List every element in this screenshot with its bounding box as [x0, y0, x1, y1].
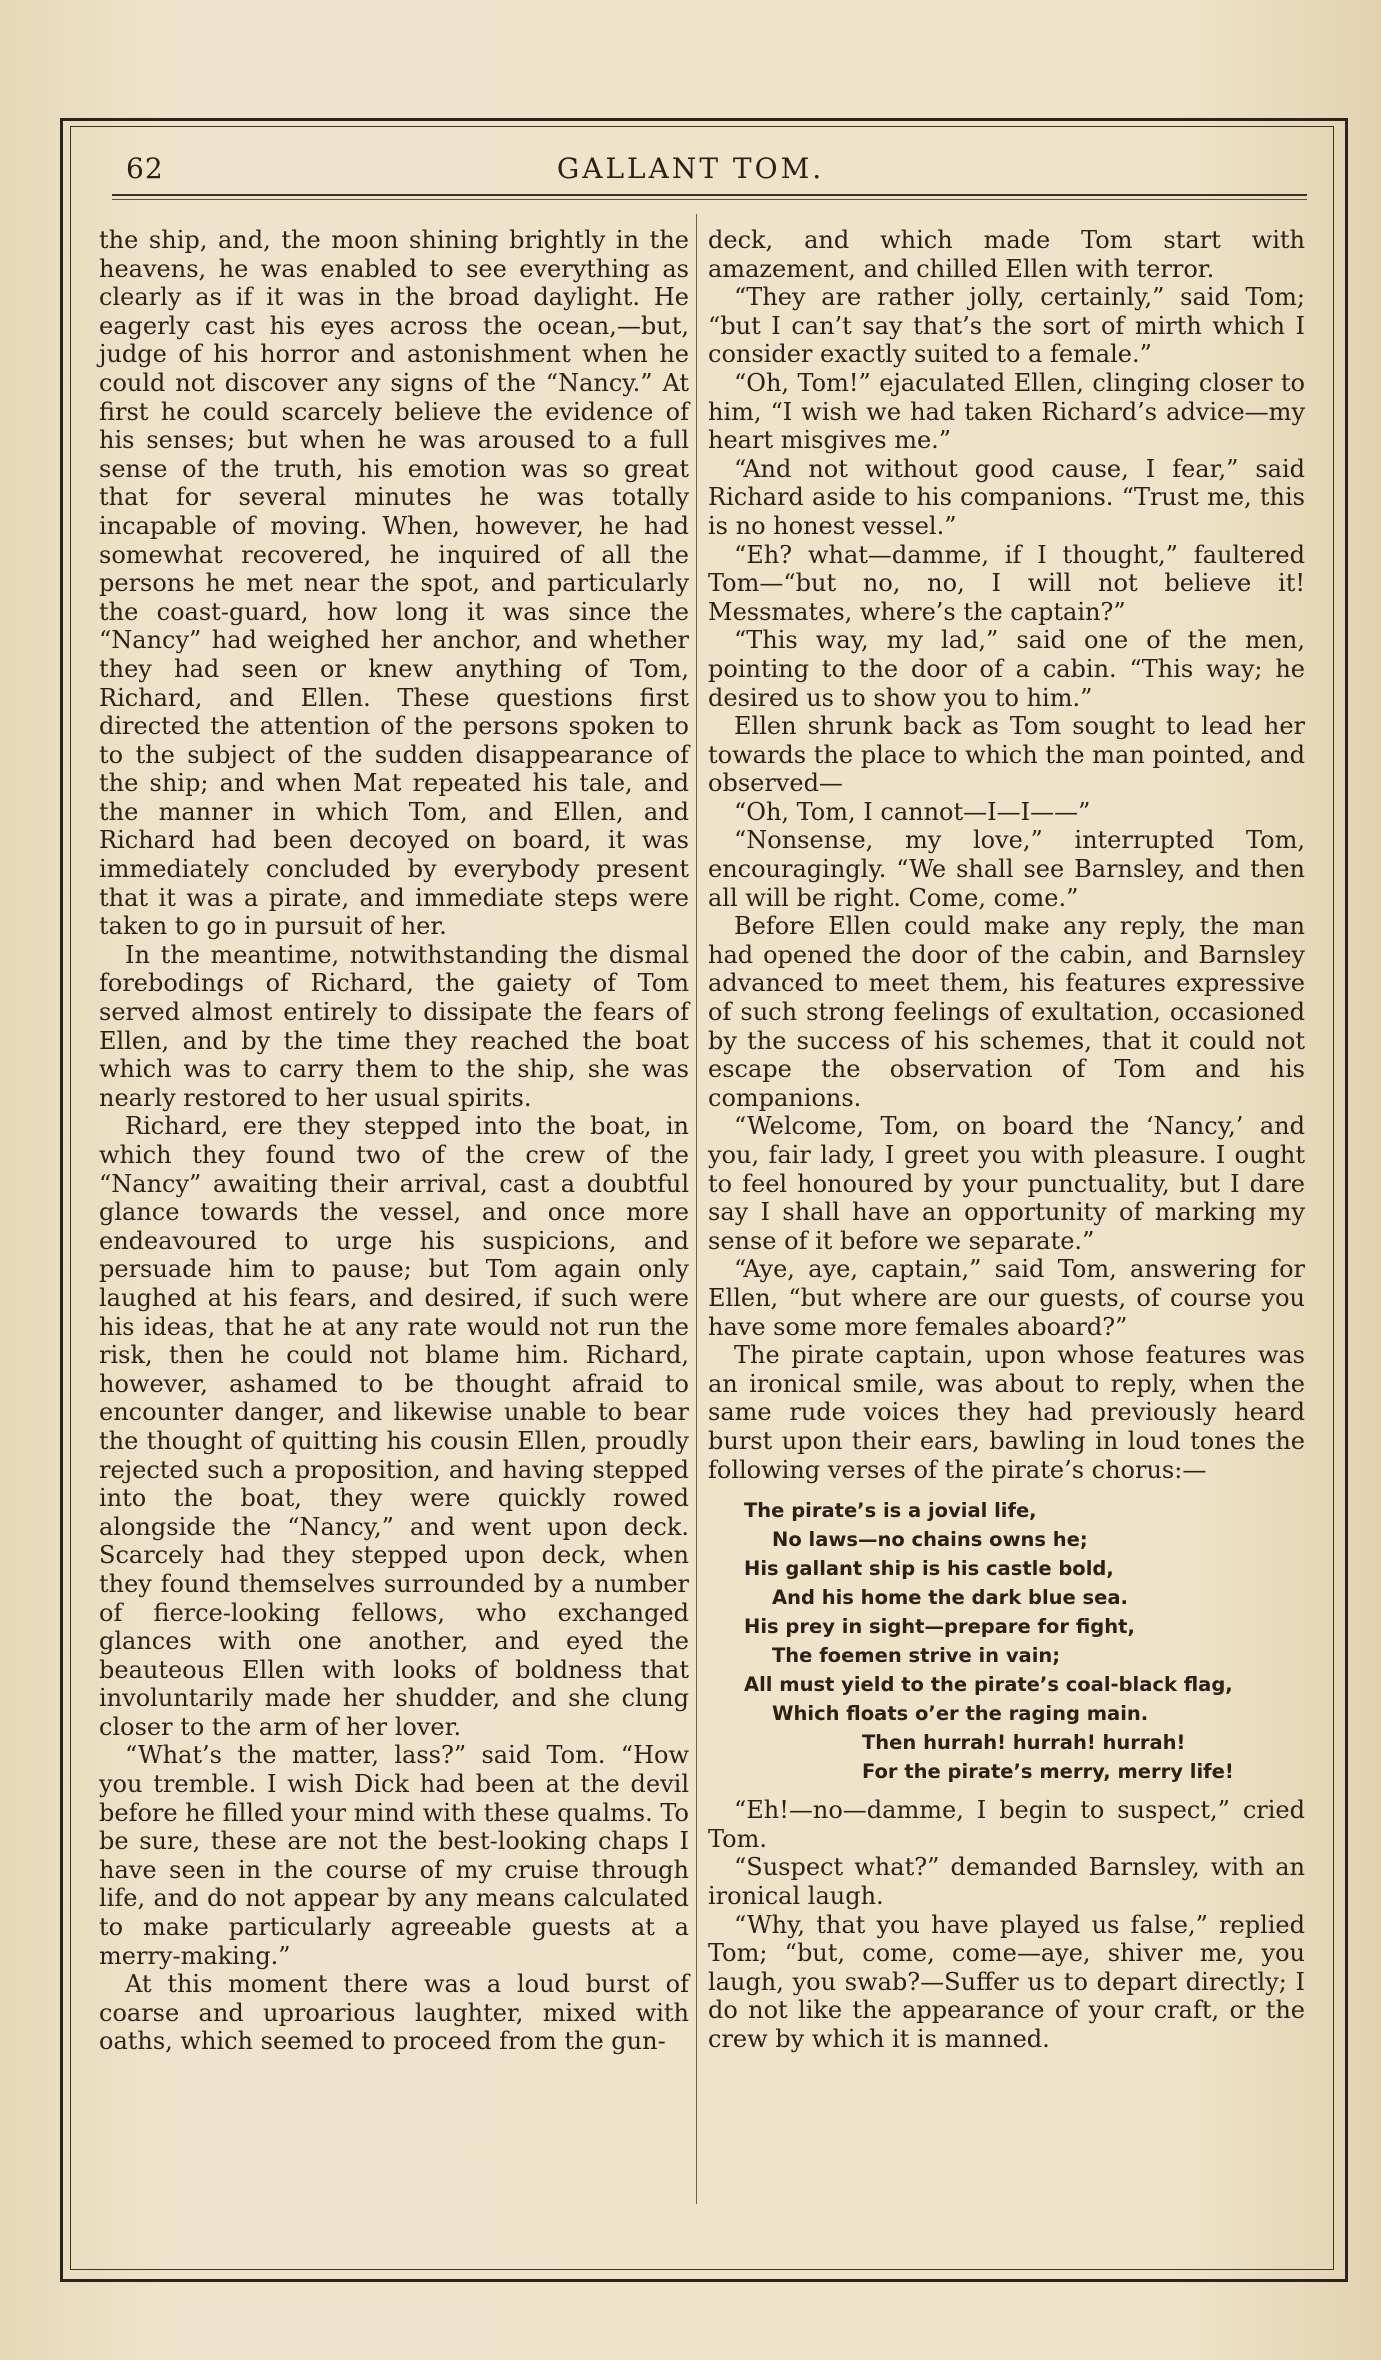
header-rule	[112, 194, 1307, 196]
verse-line: No laws—no chains owns he;	[772, 1528, 1088, 1552]
verse-line: For the pirate’s merry, merry life!	[862, 1760, 1234, 1784]
paragraph: Before Ellen could make any reply, the man had opened the door of the cabin, and Barnsley advanced to meet them, his features expressive of such strong feelings of exultation, occasioned by the success of his schemes, that it could not escape the observation of Tom and his companions.	[708, 912, 1305, 1112]
left-column	[99, 226, 689, 2056]
paragraph: “They are rather jolly, certainly,” said Tom; “but I can’t say that’s the sort of mirth which I consider exactly suited to a female.”	[708, 283, 1305, 369]
paragraph: The pirate captain, upon whose features was an ironical smile, was about to reply, when the same rude voices they had previously heard burst upon their ears, bawling in loud tones the following verses of the pirate’s chorus:—	[708, 1341, 1305, 1484]
verse-line: His prey in sight—prepare for fight,	[744, 1615, 1135, 1639]
paragraph: At this moment there was a loud burst of coarse and uproarious laughter, mixed with oaths, which seemed to proceed from the gun-	[99, 1970, 689, 2056]
paragraph: “Aye, aye, captain,” said Tom, answering for Ellen, “but where are our guests, of course you have some more females aboard?”	[708, 1255, 1305, 1341]
paragraph: “Why, that you have played us false,” replied Tom; “but, come, come—aye, shiver me, you laugh, you swab?—Suffer us to depart directly; I do not like the appearance of your craft, or the crew by which it is manned.	[708, 1910, 1305, 2053]
paragraph: “Suspect what?” demanded Barnsley, with an ironical laugh.	[708, 1853, 1305, 1910]
paragraph: deck, and which made Tom start with amazement, and chilled Ellen with terror.	[708, 226, 1305, 283]
running-title: GALLANT TOM.	[556, 152, 825, 185]
paragraph: Ellen shrunk back as Tom sought to lead her towards the place to which the man pointed, and observed—	[708, 712, 1305, 798]
paragraph: “Welcome, Tom, on board the ‘Nancy,’ and you, fair lady, I greet you with pleasure. I ought to feel honoured by your punctuality, but I dare say I shall have an opportunity of marking my sense of it before we separate.”	[708, 1112, 1305, 1255]
paragraph: “What’s the matter, lass?” said Tom. “How you tremble. I wish Dick had been at the devil before he filled your mind with these qualms. To be sure, these are not the best-looking chaps I have seen in the course of my cruise through life, and do not appear by any means calculated to make particularly agreeable guests at a merry-making.”	[99, 1741, 689, 1970]
paragraph: Richard, ere they stepped into the boat, in which they found two of the crew of the “Nancy” awaiting their arrival, cast a doubtful glance towards the vessel, and once more endeavoured to urge his suspicions, and persuade him to pause; but Tom again only laughed at his fears, and desired, if such were his ideas, that he at any rate would not run the risk, then he could not blame him. Richard, however, ashamed to be thought afraid to encounter danger, and likewise unable to bear the thought of quitting his cousin Ellen, proudly rejected such a proposition, and having stepped into the boat, they were quickly rowed alongside the “Nancy,” and went upon deck. Scarcely had they stepped upon deck, when they found themselves surrounded by a number of fierce-looking fellows, who exchanged glances with one another, and eyed the beauteous Ellen with looks of boldness that involuntarily made her shudder, and she clung closer to the arm of her lover.	[99, 1112, 689, 1741]
page-number: 62	[126, 152, 164, 185]
paragraph: the ship, and, the moon shining brightly in the heavens, he was enabled to see everything as clearly as if it was in the broad daylight. He eagerly cast his eyes across the ocean,—but, judge of his horror and astonishment when he could not discover any signs of the “Nancy.” At first he could scarcely believe the evidence of his senses; but when he was aroused to a full sense of the truth, his emotion was so great that for several minutes he was totally incapable of moving. When, however, he had somewhat recovered, he inquired of all the persons he met near the spot, and particularly the coast-guard, how long it was since the “Nancy” had weighed her anchor, and whether they had seen or knew anything of Tom, Richard, and Ellen. These questions first directed the attention of the persons spoken to to the subject of the sudden disappearance of the ship; and when Mat repeated his tale, and the manner in which Tom, and Ellen, and Richard had been decoyed on board, it was immediately concluded by everybody present that it was a pirate, and immediate steps were taken to go in pursuit of her.	[99, 226, 689, 941]
verse-line: His gallant ship is his castle bold,	[744, 1557, 1114, 1581]
paragraph: “Oh, Tom, I cannot—I—I——”	[734, 797, 1091, 826]
column-divider	[696, 214, 697, 2204]
paragraph: In the meantime, notwithstanding the dismal forebodings of Richard, the gaiety of Tom served almost entirely to dissipate the fears of Ellen, and by the time they reached the boat which was to carry them to the ship, she was nearly restored to her usual spirits.	[99, 940, 689, 1112]
header-rule-secondary	[112, 199, 1307, 200]
right-column	[708, 226, 1305, 2053]
pirate-chorus-verse	[744, 1496, 1305, 1786]
verse-line: All must yield to the pirate’s coal-black flag,	[744, 1673, 1233, 1697]
paragraph: “Nonsense, my love,” interrupted Tom, encouragingly. “We shall see Barnsley, and then all will be right. Come, come.”	[708, 826, 1305, 912]
verse-line: The pirate’s is a jovial life,	[744, 1499, 1037, 1523]
verse-line: The foemen strive in vain;	[772, 1644, 1061, 1668]
verse-line: Then hurrah! hurrah! hurrah!	[862, 1731, 1186, 1755]
paragraph: “Eh!—no—damme, I begin to suspect,” cried Tom.	[708, 1796, 1305, 1853]
verse-line: And his home the dark blue sea.	[772, 1586, 1128, 1610]
paragraph: “Eh? what—damme, if I thought,” faultered Tom—“but no, no, I will not believe it! Messmates, where’s the captain?”	[708, 540, 1305, 626]
paragraph: “And not without good cause, I fear,” said Richard aside to his companions. “Trust me, this is no honest vessel.”	[708, 454, 1305, 540]
paragraph: “Oh, Tom!” ejaculated Ellen, clinging closer to him, “I wish we had taken Richard’s advice—my heart misgives me.”	[708, 368, 1305, 455]
paragraph: “This way, my lad,” said one of the men, pointing to the door of a cabin. “This way; he desired us to show you to him.”	[708, 626, 1305, 712]
verse-line: Which floats o’er the raging main.	[772, 1702, 1149, 1726]
